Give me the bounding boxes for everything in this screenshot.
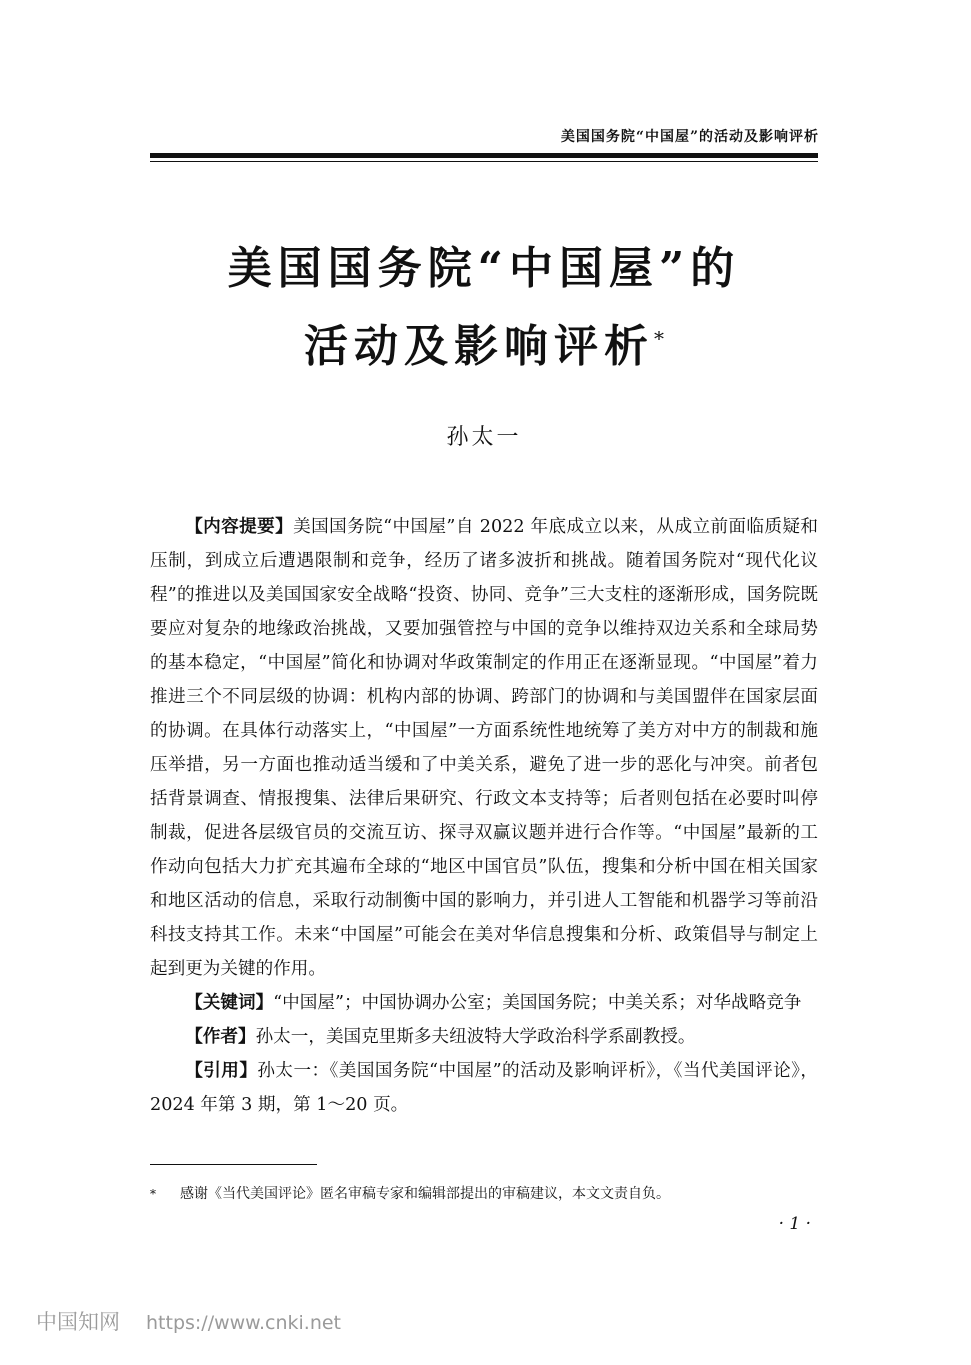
watermark-url: https://www.cnki.net [146, 1312, 342, 1334]
footnote-rule [150, 1164, 317, 1165]
header-rule-thick [150, 153, 818, 158]
author-info-paragraph [150, 1020, 818, 1054]
page-number: · 1 · [778, 1214, 811, 1234]
keywords-text: “中国屋”；中国协调办公室；美国国务院；中美关系；对华战略竞争 [273, 993, 802, 1013]
keywords-paragraph [150, 986, 818, 1020]
citation-label: 【引用】 [185, 1061, 258, 1081]
abstract-label: 【内容提要】 [185, 517, 294, 537]
footnote [150, 1184, 818, 1204]
abstract-text: 美国国务院“中国屋”自 2022 年底成立以来，从成立前面临质疑和压制，到成立后遭遇限制和竞争，经历了诸多波折和挑战。随着国务院对“现代化议程”的推进以及美国国家安全战略“投资、协同、竞争”三大支柱的逐渐形成，国务院既要应对复杂的地缘政治挑战，又要加强管控与中国的竞争以维持双边关系和全球局势的基本稳定，“中国屋”简化和协调对华政策制定的作用正在逐渐显现。“中国屋”着力推进三个不同层级的协调：机构内部的协调、跨部门的协调和与美国盟伴在国家层面的协调。在具体行动落实上，“中国屋”一方面系统性地统筹了美方对中方的制裁和施压举措，另一方面也推动适当缓和了中美关系，避免了进一步的恶化与冲突。前者包括背景调查、情报搜集、法律后果研究、行政文本支持等；后者则包括在必要时叫停制裁，促进各层级官员的交流互访、探寻双赢议题并进行合作等。“中国屋”最新的工作动向包括大力扩充其遍布全球的“地区中国官员”队伍，搜集和分析中国在相关国家和地区活动的信息，采取行动制衡中国的影响力，并引进人工智能和机器学习等前沿科技支持其工作。未来“中国屋”可能会在美对华信息搜集和分析、政策倡导与制定上起到更为关键的作用。 [150, 517, 818, 979]
article-title-line2 [150, 321, 818, 372]
citation-paragraph [150, 1054, 818, 1122]
article-title-line2-text: 活动及影响评析 [304, 321, 654, 372]
citation-text: 孙太一：《美国国务院“中国屋”的活动及影响评析》，《当代美国评论》，2024 年第 3 期，第 1～20 页。 [150, 1061, 818, 1115]
author-name: 孙太一 [446, 425, 522, 450]
footnote-text: 感谢《当代美国评论》匿名审稿专家和编辑部提出的审稿建议，本文文责自负。 [180, 1186, 670, 1202]
author-info-text: 孙太一，美国克里斯多夫纽波特大学政治科学系副教授。 [255, 1027, 696, 1047]
running-header: 美国国务院“中国屋”的活动及影响评析 [560, 129, 819, 145]
article-title-line1: 美国国务院“中国屋”的 [227, 243, 741, 294]
watermark-site-name: 中国知网 [36, 1310, 120, 1334]
author-info-label: 【作者】 [185, 1027, 256, 1047]
header-rule-thin [150, 161, 818, 162]
title-footnote-mark: * [654, 326, 664, 351]
abstract-paragraph [150, 510, 818, 986]
abstract-block [150, 510, 818, 1122]
keywords-label: 【关键词】 [185, 993, 274, 1013]
cnki-watermark [36, 1306, 341, 1336]
footnote-mark: * [150, 1187, 156, 1201]
